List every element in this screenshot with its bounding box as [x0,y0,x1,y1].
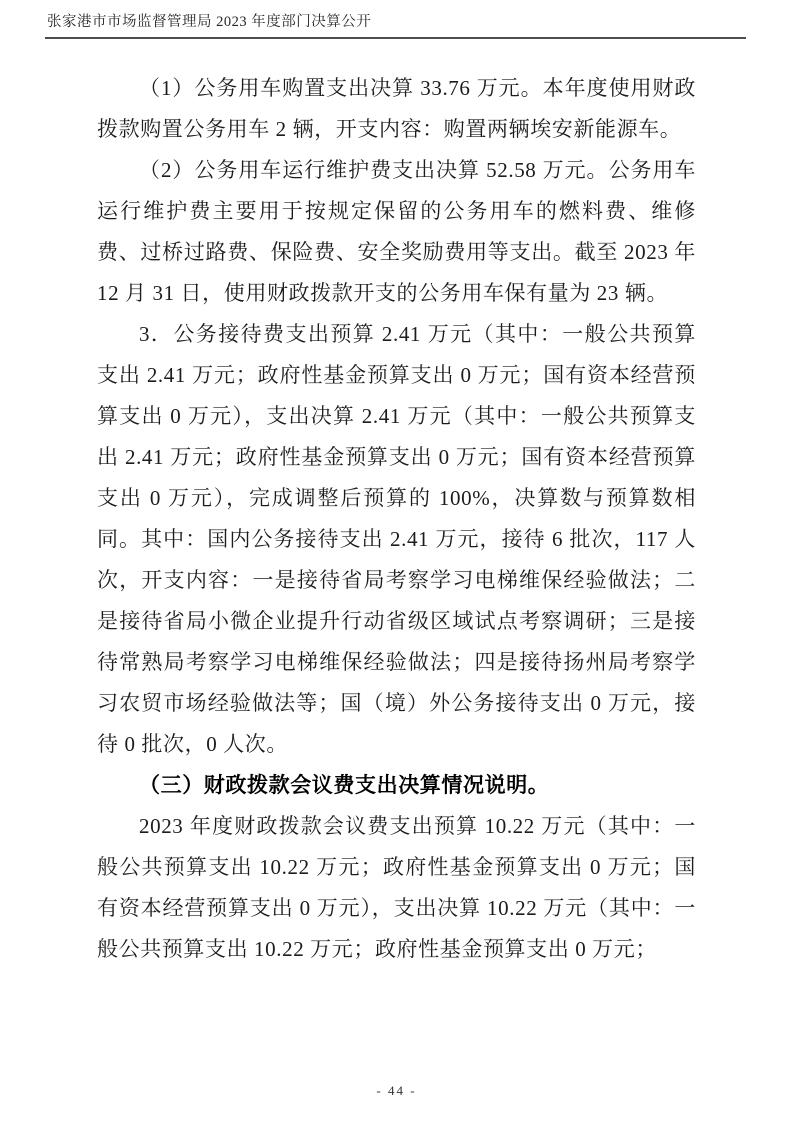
paragraph-official-reception: 3．公务接待费支出预算 2.41 万元（其中：一般公共预算支出 2.41 万元；政府性基金预算支出 0 万元；国有资本经营预算支出 0 万元），支出决算 2.41 万元（其中：一般公共预算支出 2.41 万元；政府性基金预算支出 0 万元；国有资本经营预算支出 0 万元），完成调整后预算的 100%，决算数与预算数相同。其中：国内公务接待支出 2.41 万元，接待 6 批次，117 人次，开支内容：一是接待省局考察学习电梯维保经验做法；二是接待省局小微企业提升行动省级区域试点考察调研；三是接待常熟局考察学习电梯维保经验做法；四是接待扬州局考察学习农贸市场经验做法等；国（境）外公务接待支出 0 万元，接待 0 批次，0 人次。 [97,322,696,756]
document-header [45,8,746,39]
paragraph-meeting-fees: 2023 年度财政拨款会议费支出预算 10.22 万元（其中：一般公共预算支出 10.22 万元；政府性基金预算支出 0 万元；国有资本经营预算支出 0 万元），支出决算 10.22 万元（其中：一般公共预算支出 10.22 万元；政府性基金预算支出 0 万元； [97,814,696,961]
document-body [97,68,696,970]
paragraph-vehicle-maintenance: （2）公务用车运行维护费支出决算 52.58 万元。公务用车运行维护费主要用于按规定保留的公务用车的燃料费、维修费、过桥过路费、保险费、安全奖励费用等支出。截至 2023 年 12 月 31 日，使用财政拨款开支的公务用车保有量为 23 辆。 [97,158,696,305]
document-footer [0,1082,793,1100]
paragraph-vehicle-purchase: （1）公务用车购置支出决算 33.76 万元。本年度使用财政拨款购置公务用车 2 辆，开支内容：购置两辆埃安新能源车。 [97,76,696,141]
page-number: - 44 - [376,1083,417,1098]
document-header-title: 张家港市市场监督管理局 2023 年度部门决算公开 [47,14,372,30]
section-heading-meeting-fees: （三）财政拨款会议费支出决算情况说明。 [139,773,550,797]
